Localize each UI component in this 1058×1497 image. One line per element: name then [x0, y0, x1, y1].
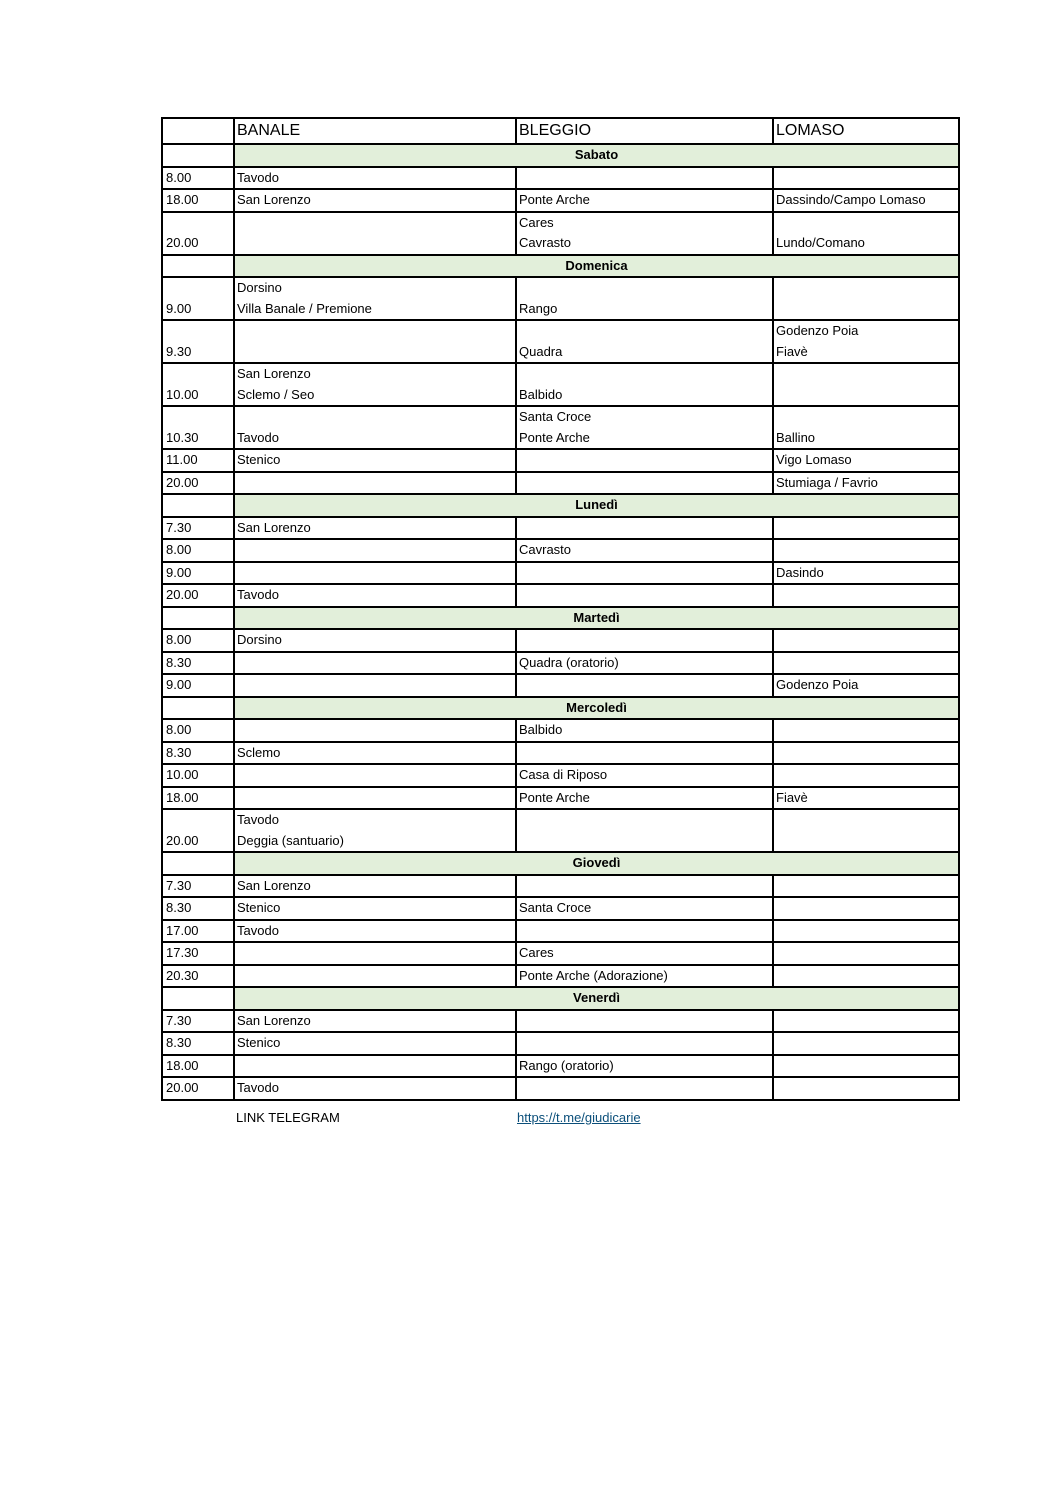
- day-header-row: [162, 852, 959, 875]
- lomaso-cell: [773, 584, 959, 607]
- banale-cell: [234, 584, 516, 607]
- bleggio-cell: [516, 787, 773, 810]
- location-name: Sclemo: [237, 744, 281, 760]
- location-name: Tavodo: [237, 429, 279, 445]
- lomaso-cell: [773, 920, 959, 943]
- table-row: [162, 1032, 959, 1055]
- time-cell: 11.00: [162, 449, 234, 472]
- table-row: [162, 562, 959, 585]
- table-row: [162, 897, 959, 920]
- table-row: [162, 787, 959, 810]
- banale-cell: [234, 652, 516, 675]
- bleggio-cell: [516, 965, 773, 988]
- table-row: [162, 875, 959, 898]
- table-row: [162, 965, 959, 988]
- bleggio-cell: [516, 320, 773, 363]
- banale-cell: [234, 965, 516, 988]
- table-row: [162, 1055, 959, 1078]
- lomaso-cell: [773, 629, 959, 652]
- day-time-spacer: [162, 255, 234, 278]
- lomaso-cell: [773, 539, 959, 562]
- bleggio-cell: [516, 1010, 773, 1033]
- banale-cell: [234, 320, 516, 363]
- header-lomaso: LOMASO: [773, 118, 959, 144]
- lomaso-cell: [773, 764, 959, 787]
- day-time-spacer: [162, 697, 234, 720]
- lomaso-cell: [773, 674, 959, 697]
- telegram-label: LINK TELEGRAM: [236, 1110, 340, 1125]
- location-name: Dassindo/Campo Lomaso: [776, 192, 926, 207]
- lomaso-cell: [773, 320, 959, 363]
- location-name: San Lorenzo: [237, 519, 311, 535]
- banale-cell: [234, 1032, 516, 1055]
- time-cell: 20.00: [162, 472, 234, 495]
- banale-cell: [234, 1010, 516, 1033]
- location-name: Ballino: [776, 429, 816, 445]
- time-cell: 18.00: [162, 1055, 234, 1078]
- location-name: Cavrasto: [519, 235, 572, 250]
- bleggio-cell: [516, 629, 773, 652]
- bleggio-cell: [516, 212, 773, 255]
- bleggio-cell: [516, 1077, 773, 1100]
- location-name: Balbido: [519, 722, 563, 737]
- location-name: Tavodo: [237, 812, 279, 827]
- bleggio-cell: [516, 406, 773, 449]
- bleggio-cell: [516, 742, 773, 765]
- telegram-link[interactable]: https://t.me/giudicarie: [517, 1110, 641, 1125]
- banale-cell: [234, 719, 516, 742]
- table-row: [162, 764, 959, 787]
- table-row: [162, 584, 959, 607]
- table-row: [162, 167, 959, 190]
- banale-cell: [234, 787, 516, 810]
- location-name: Godenzo Poia: [776, 323, 859, 338]
- location-name: Sclemo / Seo: [237, 386, 315, 402]
- time-cell: 20.00: [162, 1077, 234, 1100]
- banale-cell: [234, 517, 516, 540]
- location-name: Tavodo: [237, 922, 279, 938]
- table-row: [162, 1077, 959, 1100]
- location-name: Lundo/Comano: [776, 235, 865, 250]
- location-name: Rango: [519, 300, 558, 316]
- time-cell: 20.00: [162, 584, 234, 607]
- table-row: [162, 517, 959, 540]
- location-name: Tavodo: [237, 587, 279, 602]
- bleggio-cell: [516, 167, 773, 190]
- location-name: San Lorenzo: [237, 192, 311, 207]
- banale-cell: [234, 472, 516, 495]
- bleggio-cell: [516, 875, 773, 898]
- time-cell: 10.00: [162, 363, 234, 406]
- location-name: Casa di Riposo: [519, 767, 608, 782]
- banale-cell: [234, 942, 516, 965]
- table-row: [162, 363, 959, 406]
- location-name: Quadra (oratorio): [519, 654, 619, 670]
- location-name: Deggia (santuario): [237, 832, 344, 848]
- lomaso-cell: [773, 277, 959, 320]
- banale-cell: [234, 167, 516, 190]
- lomaso-cell: [773, 449, 959, 472]
- table-row: [162, 277, 959, 320]
- location-name: Dasindo: [776, 564, 824, 580]
- bleggio-cell: [516, 584, 773, 607]
- banale-cell: [234, 449, 516, 472]
- day-header-row: [162, 255, 959, 278]
- day-header-row: [162, 144, 959, 167]
- schedule-body: [162, 118, 959, 1100]
- lomaso-cell: [773, 965, 959, 988]
- location-name: Ponte Arche: [519, 192, 590, 207]
- lomaso-cell: [773, 1032, 959, 1055]
- bleggio-cell: [516, 189, 773, 212]
- banale-cell: [234, 920, 516, 943]
- banale-cell: [234, 212, 516, 255]
- day-header-row: [162, 494, 959, 517]
- day-label: Giovedì: [234, 852, 959, 875]
- banale-cell: [234, 809, 516, 852]
- bleggio-cell: [516, 277, 773, 320]
- lomaso-cell: [773, 472, 959, 495]
- location-name: Stenico: [237, 900, 281, 915]
- location-name: Tavodo: [237, 169, 279, 185]
- time-cell: 8.00: [162, 167, 234, 190]
- location-name: Fiavè: [776, 343, 808, 359]
- banale-cell: [234, 1077, 516, 1100]
- time-cell: 7.30: [162, 875, 234, 898]
- day-time-spacer: [162, 607, 234, 630]
- time-cell: 9.30: [162, 320, 234, 363]
- lomaso-cell: [773, 363, 959, 406]
- lomaso-cell: [773, 212, 959, 255]
- bleggio-cell: [516, 764, 773, 787]
- time-cell: 20.00: [162, 212, 234, 255]
- table-row: [162, 942, 959, 965]
- location-name: San Lorenzo: [237, 877, 311, 893]
- bleggio-cell: [516, 449, 773, 472]
- location-name: Dorsino: [237, 632, 282, 647]
- time-cell: 20.00: [162, 809, 234, 852]
- time-cell: 17.30: [162, 942, 234, 965]
- bleggio-cell: [516, 562, 773, 585]
- bleggio-cell: [516, 363, 773, 406]
- banale-cell: [234, 875, 516, 898]
- time-cell: 18.00: [162, 189, 234, 212]
- location-name: Stenico: [237, 452, 281, 467]
- time-cell: 8.00: [162, 719, 234, 742]
- time-cell: 8.00: [162, 629, 234, 652]
- banale-cell: [234, 764, 516, 787]
- location-name: Vigo Lomaso: [776, 452, 852, 467]
- table-row: [162, 449, 959, 472]
- location-name: Ponte Arche (Adorazione): [519, 967, 668, 983]
- time-cell: 9.00: [162, 277, 234, 320]
- day-time-spacer: [162, 852, 234, 875]
- bleggio-cell: [516, 1032, 773, 1055]
- header-row: [162, 118, 959, 144]
- location-name: Tavodo: [237, 1080, 279, 1095]
- day-time-spacer: [162, 987, 234, 1010]
- day-header-row: [162, 987, 959, 1010]
- banale-cell: [234, 742, 516, 765]
- banale-cell: [234, 406, 516, 449]
- time-cell: 8.30: [162, 897, 234, 920]
- table-row: [162, 406, 959, 449]
- lomaso-cell: [773, 1010, 959, 1033]
- table-row: [162, 674, 959, 697]
- lomaso-cell: [773, 875, 959, 898]
- time-cell: 8.00: [162, 539, 234, 562]
- bleggio-cell: [516, 920, 773, 943]
- time-cell: 17.00: [162, 920, 234, 943]
- location-name: Cares: [519, 214, 554, 230]
- day-label: Martedì: [234, 607, 959, 630]
- lomaso-cell: [773, 942, 959, 965]
- location-name: San Lorenzo: [237, 366, 311, 381]
- banale-cell: [234, 539, 516, 562]
- banale-cell: [234, 363, 516, 406]
- location-name: Balbido: [519, 386, 563, 402]
- location-name: Rango (oratorio): [519, 1057, 614, 1073]
- lomaso-cell: [773, 787, 959, 810]
- table-row: [162, 719, 959, 742]
- lomaso-cell: [773, 809, 959, 852]
- table-row: [162, 652, 959, 675]
- time-cell: 8.30: [162, 652, 234, 675]
- location-name: Santa Croce: [519, 409, 592, 424]
- banale-cell: [234, 629, 516, 652]
- time-cell: 10.00: [162, 764, 234, 787]
- banale-cell: [234, 674, 516, 697]
- time-cell: 10.30: [162, 406, 234, 449]
- header-bleggio: BLEGGIO: [516, 118, 773, 144]
- location-name: Villa Banale / Premione: [237, 300, 372, 316]
- bleggio-cell: [516, 942, 773, 965]
- banale-cell: [234, 562, 516, 585]
- table-row: [162, 320, 959, 363]
- bleggio-cell: [516, 1055, 773, 1078]
- day-header-row: [162, 697, 959, 720]
- time-cell: 20.30: [162, 965, 234, 988]
- day-time-spacer: [162, 144, 234, 167]
- lomaso-cell: [773, 719, 959, 742]
- table-row: [162, 742, 959, 765]
- bleggio-cell: [516, 517, 773, 540]
- table-row: [162, 189, 959, 212]
- lomaso-cell: [773, 517, 959, 540]
- table-row: [162, 1010, 959, 1033]
- time-cell: 9.00: [162, 562, 234, 585]
- banale-cell: [234, 897, 516, 920]
- bleggio-cell: [516, 652, 773, 675]
- location-name: Dorsino: [237, 280, 282, 295]
- schedule-table: [161, 117, 960, 1101]
- location-name: Fiavè: [776, 789, 808, 805]
- day-label: Sabato: [234, 144, 959, 167]
- time-cell: 9.00: [162, 674, 234, 697]
- time-cell: 8.30: [162, 742, 234, 765]
- lomaso-cell: [773, 167, 959, 190]
- header-time: [162, 118, 234, 144]
- location-name: Ponte Arche: [519, 789, 590, 805]
- time-cell: 7.30: [162, 1010, 234, 1033]
- table-row: [162, 472, 959, 495]
- lomaso-cell: [773, 1055, 959, 1078]
- table-row: [162, 920, 959, 943]
- bleggio-cell: [516, 897, 773, 920]
- location-name: Cares: [519, 945, 554, 960]
- location-name: Santa Croce: [519, 900, 592, 915]
- lomaso-cell: [773, 562, 959, 585]
- bleggio-cell: [516, 472, 773, 495]
- banale-cell: [234, 277, 516, 320]
- time-cell: 7.30: [162, 517, 234, 540]
- day-header-row: [162, 607, 959, 630]
- day-time-spacer: [162, 494, 234, 517]
- banale-cell: [234, 1055, 516, 1078]
- table-row: [162, 629, 959, 652]
- lomaso-cell: [773, 652, 959, 675]
- bleggio-cell: [516, 719, 773, 742]
- day-label: Domenica: [234, 255, 959, 278]
- day-label: Venerdì: [234, 987, 959, 1010]
- location-name: Godenzo Poia: [776, 677, 859, 692]
- location-name: Quadra: [519, 343, 563, 359]
- lomaso-cell: [773, 742, 959, 765]
- table-row: [162, 212, 959, 255]
- location-name: Stenico: [237, 1035, 281, 1050]
- banale-cell: [234, 189, 516, 212]
- time-cell: 8.30: [162, 1032, 234, 1055]
- day-label: Lunedì: [234, 494, 959, 517]
- lomaso-cell: [773, 897, 959, 920]
- location-name: San Lorenzo: [237, 1012, 311, 1028]
- location-name: Ponte Arche: [519, 429, 590, 445]
- lomaso-cell: [773, 189, 959, 212]
- time-cell: 18.00: [162, 787, 234, 810]
- lomaso-cell: [773, 1077, 959, 1100]
- bleggio-cell: [516, 539, 773, 562]
- table-row: [162, 539, 959, 562]
- table-row: [162, 809, 959, 852]
- location-name: Stumiaga / Favrio: [776, 474, 878, 490]
- lomaso-cell: [773, 406, 959, 449]
- location-name: Cavrasto: [519, 542, 572, 557]
- day-label: Mercoledì: [234, 697, 959, 720]
- header-banale: BANALE: [234, 118, 516, 144]
- bleggio-cell: [516, 674, 773, 697]
- bleggio-cell: [516, 809, 773, 852]
